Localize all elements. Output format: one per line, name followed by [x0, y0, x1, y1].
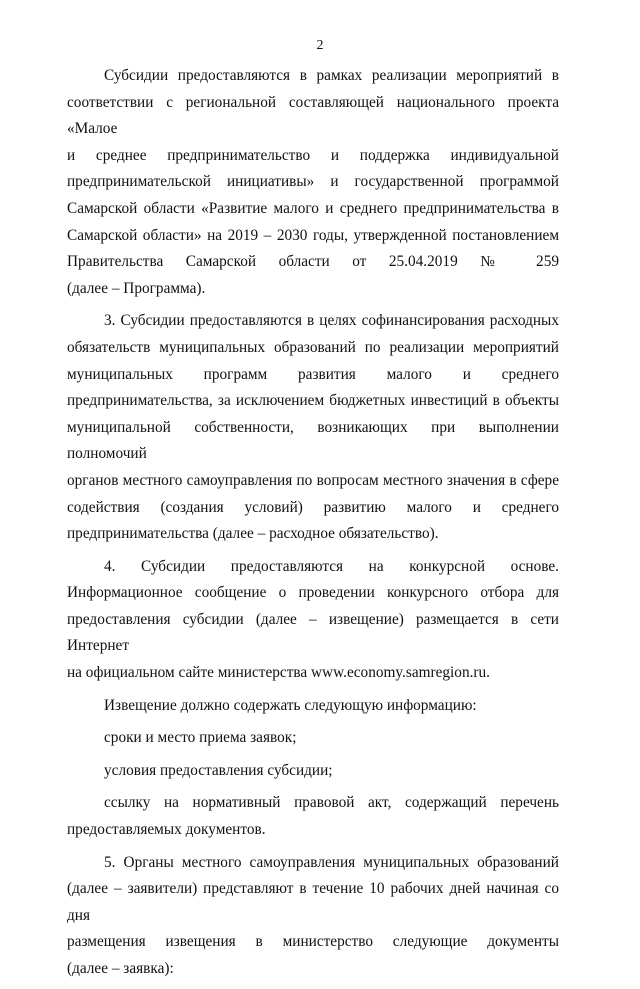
text-line: условия предоставления субсидии;	[104, 761, 333, 779]
text-line: муниципальных программ развития малого и среднего	[67, 365, 559, 383]
text-line: Извещение должно содержать следующую информацию:	[104, 696, 477, 714]
text-line: сроки и место приема заявок;	[104, 729, 297, 747]
paragraph-subsidies-framework	[67, 63, 559, 302]
text-line: Информационное сообщение о проведении конкурсного отбора для	[67, 584, 559, 602]
text-line: предоставления субсидии (далее – извещение) размещается в сети Интернет	[67, 610, 559, 655]
list-item-regulatory-link	[67, 790, 559, 843]
text-line: обязательств муниципальных образований по реализации мероприятий	[67, 338, 559, 356]
text-line: Самарской области «Развитие малого и среднего предпринимательства в	[67, 199, 559, 217]
paragraph-notice-contents	[67, 693, 559, 720]
list-item-deadlines	[67, 725, 559, 752]
text-line: соответствии с региональной составляющей национального проекта «Малое	[67, 93, 559, 138]
text-line: предпринимательской инициативы» и государственной программой	[67, 173, 559, 191]
text-line: органов местного самоуправления по вопросам местного значения в сфере	[67, 471, 559, 489]
text-line: муниципальной собственности, возникающих при выполнении полномочий	[67, 418, 559, 463]
paragraph-3-purpose	[67, 308, 559, 547]
page-number: 2	[316, 38, 324, 53]
text-line: предпринимательства, за исключением бюджетных инвестиций в объекты	[67, 392, 559, 410]
text-line: и среднее предпринимательство и поддержка индивидуальной	[67, 146, 559, 164]
text-line: Субсидии предоставляются в рамках реализации мероприятий в	[104, 67, 559, 84]
text-line: содействия (создания условий) развитию малого и среднего	[67, 498, 559, 516]
text-line: (далее – заявка):	[67, 960, 174, 977]
text-line: (далее – Программа).	[67, 279, 206, 297]
text-line: Самарской области» на 2019 – 2030 годы, утвержденной постановлением	[67, 226, 559, 244]
text-line: предпринимательства (далее – расходное обязательство).	[67, 525, 439, 543]
list-item-conditions	[67, 758, 559, 785]
text-line: (далее – заявители) представляют в течение 10 рабочих дней начиная со дня	[67, 880, 559, 924]
text-line: 3. Субсидии предоставляются в целях софинансирования расходных	[104, 312, 559, 330]
text-line: 5. Органы местного самоуправления муниципальных образований	[104, 853, 559, 871]
paragraph-5-applicants	[67, 850, 559, 983]
text-line: Правительства Самарской области от 25.04.2019 № 259	[67, 253, 559, 271]
document-body	[67, 63, 559, 989]
text-line: ссылку на нормативный правовой акт, содержащий перечень	[104, 794, 559, 812]
text-line: размещения извещения в министерство следующие документы	[67, 933, 559, 951]
text-line: на официальном сайте министерства www.economy.samregion.ru.	[67, 664, 490, 682]
paragraph-4-competition	[67, 554, 559, 687]
text-line: 4. Субсидии предоставляются на конкурсной основе.	[104, 557, 559, 575]
text-line: предоставляемых документов.	[67, 821, 266, 839]
